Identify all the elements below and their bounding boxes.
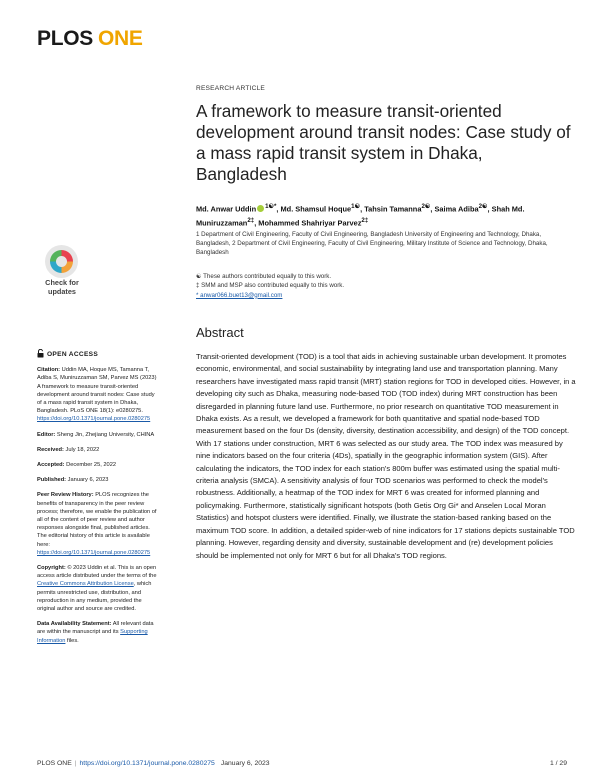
journal-name-one: ONE <box>97 27 143 50</box>
author-affiliation-mark: 2☯ <box>421 203 431 210</box>
author-name[interactable]: , Shah Md. Muniruzzaman <box>196 204 525 228</box>
accepted-block: Accepted: December 25, 2022 <box>37 462 117 469</box>
peer-review-block: Peer Review History: PLOS recognizes the benefits of transparency in the peer review process; therefore, we enable the publication of all of the content of peer review and author responses alongside final, published articles. The editorial history of this article is available here: https://doi.org/10.1371/journal.pone.0280275 <box>37 492 157 556</box>
author-name[interactable]: Md. Anwar Uddin <box>196 204 257 214</box>
affiliations: 1 Department of Civil Engineering, Faculty of Civil Engineering, Bangladesh University of Engineering and Technology, Dhaka, Bangladesh, 2 Department of Civil Engineering, Faculty of Civil Engineering, Military Institute of Science and Technology, Dhaka, Bangladesh <box>196 231 548 256</box>
check-for-updates-label: Check for updates <box>45 278 79 296</box>
received-block: Received: July 18, 2022 <box>37 446 100 453</box>
journal-logo[interactable] <box>37 28 143 49</box>
citation-doi-link[interactable]: https://doi.org/10.1371/journal.pone.0280275 <box>37 416 151 423</box>
abstract-body: Transit-oriented development (TOD) is a tool that aids in achieving sustainable urban development. It promotes economic, environmental, and social sustainability by integrating land use and transportation planning. Many researchers have investigated mass rapid transit (MRT) station regions for TOD in developed cities. However, in a developing city such as Dhaka, measuring node-based TOD (TOD index) during MRT construction has been disregarded in planning future land use. Furthermore, no prior research on quantitative TOD measurement in Dhaka exists. As a result, we developed a framework for both quantitative and spatial node-based TOD measurement based on the four Ds (density, diversity, destination accessibility, and design) of the TOD concept. With 17 stations under construction, MRT 6 was selected as our study area. The TOD index was measured by nine indicators based on the four criteria (4Ds), spatially in the geographic information system (GIS). After calculating the indicators, the TOD index for each station's 800m buffer was estimated using the spatial multi-criteria analysis (SMCA). A sensitivity analysis of four TOD scenarios was performed to check the model's robustness. Additionally, a heatmap of the TOD index for MRT 6 was created for informed planning and policymaking. Furthermore, statistically significant hotspots (both Getis Org Gi* and Anselen Local Moran Statistics) and hotspot clusters were identified. Finally, we illustrate the station-based ranking based on the maximum TOD score. In addition, a detailed spider-web of nine indicators for 17 stations depicts sustainable TOD planning. However, regarding density and diversity, sustainable development and (re) development policies should be implemented not only for MRT 6 but for all Dhaka's TOD regions. <box>196 352 576 560</box>
open-lock-icon <box>37 349 44 361</box>
author-affiliation-mark: 2‡ <box>361 217 369 225</box>
data-availability-block: Data Availability Statement: All relevant data are within the manuscript and its Supporting Information files. <box>37 621 154 644</box>
author-list <box>196 201 576 230</box>
peer-review-link[interactable]: https://doi.org/10.1371/journal.pone.0280275 <box>37 549 151 556</box>
page-footer <box>37 760 567 767</box>
author-affiliation-mark: 1☯* <box>265 203 277 210</box>
footer-date: January 6, 2023 <box>220 760 270 767</box>
license-link[interactable]: Creative Commons Attribution License <box>37 581 134 588</box>
author-affiliation-mark: 2‡ <box>247 217 255 225</box>
editor-block: Editor: Sheng Jin, Zhejiang University, CHINA <box>37 431 155 438</box>
author-affiliation-mark: 1☯ <box>351 203 361 210</box>
page-number: 1 / 29 <box>549 760 567 767</box>
check-for-updates-badge[interactable] <box>37 245 87 301</box>
author-name[interactable]: , Saima Adiba <box>430 204 479 214</box>
footer-doi-link[interactable]: https://doi.org/10.1371/journal.pone.0280275 <box>79 760 215 767</box>
citation-block: Citation: Uddin MA, Hoque MS, Tamanna T, Adiba S, Muniruzzaman SM, Parvez MS (2023) A framework to measure transit-oriented development around transit nodes: Case study of a mass rapid transit system in Dhaka, Bangladesh. PLoS ONE 18(1): e0280275. https://doi.org/10.1371/journal.pone.0280275 <box>37 367 157 423</box>
author-name[interactable]: , Md. Shamsul Hoque <box>276 204 352 214</box>
corresponding-email-link[interactable]: * anwar066.buet13@gmail.com <box>196 291 283 299</box>
published-block: Published: January 6, 2023 <box>37 477 109 484</box>
author-affiliation-mark: 2☯ <box>478 203 488 210</box>
copyright-block: Copyright: © 2023 Uddin et al. This is an open access article distributed under the terms of the Creative Commons Attribution License, which permits unrestricted use, distribution, and reproduction in any medium, provided the original author and source are credited. <box>37 565 157 613</box>
article-type-label: RESEARCH ARTICLE <box>196 85 266 92</box>
author-notes <box>196 272 576 300</box>
abstract-heading: Abstract <box>196 325 244 340</box>
article-title: A framework to measure transit-oriented development around transit nodes: Case study of a mass rapid transit system in Dhaka, Bangladesh <box>196 101 571 184</box>
supporting-information-link[interactable]: Supporting Information <box>37 629 148 644</box>
check-for-updates-icon <box>45 245 78 278</box>
journal-name-plos: PLOS <box>37 27 93 50</box>
footer-journal: PLOS ONE <box>37 760 72 767</box>
author-name[interactable]: , Tahsin Tamanna <box>360 204 422 214</box>
footer-separator: | <box>74 760 77 767</box>
article-info-sidebar <box>37 349 157 652</box>
equal-contribution-note: ☯ These authors contributed equally to this work. <box>196 273 332 280</box>
author-name[interactable]: , Mohammed Shahriyar Parvez <box>254 218 362 228</box>
open-access-label: OPEN ACCESS <box>37 349 157 361</box>
orcid-icon[interactable] <box>257 205 264 212</box>
also-equal-note: ‡ SMM and MSP also contributed equally to this work. <box>196 282 345 290</box>
